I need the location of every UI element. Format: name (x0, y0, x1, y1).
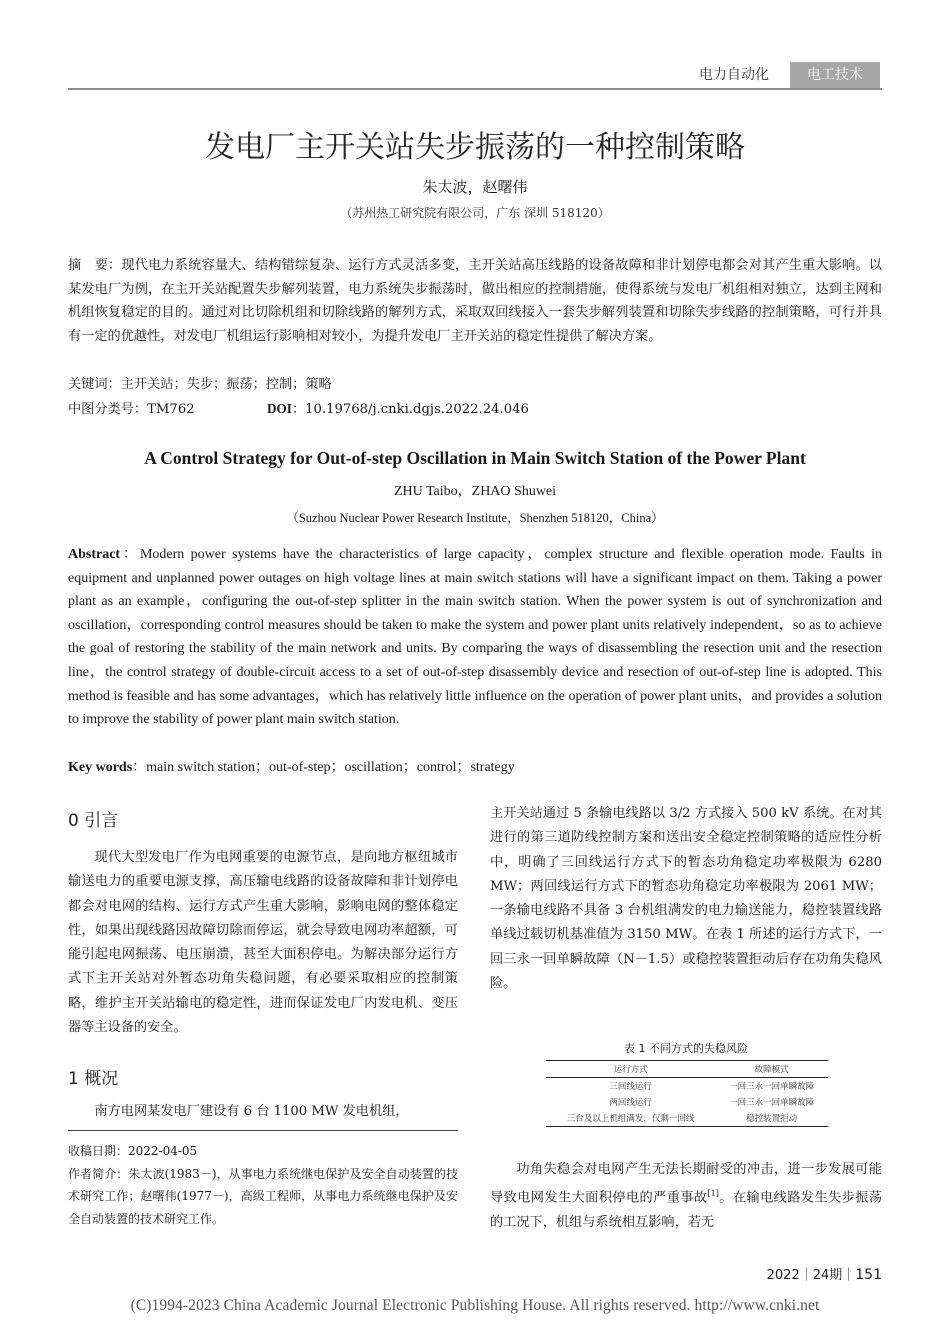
page-number: 151 (855, 1267, 882, 1283)
journal-section-tag: 电工技术 (790, 62, 880, 88)
table-row (546, 1094, 828, 1110)
doi-label: DOI (267, 401, 292, 416)
classification-line (68, 398, 882, 421)
table-cell: 一回三永一回单瞬故障 (729, 1082, 815, 1092)
keywords-cn-label: 关键词： (68, 377, 121, 392)
footnote-divider (68, 1130, 458, 1131)
english-abstract-label: Abstract (68, 547, 121, 562)
table-cell: 一回三永一回单瞬故障 (729, 1098, 815, 1108)
clc-label: 中图分类号： (68, 402, 148, 417)
english-abstract (68, 543, 882, 732)
section-heading-intro: 0 引言 (68, 811, 119, 831)
author-bio: 作者简介：朱太波(1983－)，从事电力系统继电保护及安全自动装置的技术研究工作；赵曙伟(1977－)，高级工程师，从事电力系统继电保护及安全自动装置的技术研究工作。 (68, 1166, 458, 1226)
clc-value: TM762 (147, 402, 195, 417)
journal-category: 电力自动化 (699, 67, 769, 83)
paper-affiliation: （苏州热工研究院有限公司，广东 深圳 518120） (340, 206, 610, 220)
issue-label: 2022｜24期｜ (766, 1268, 856, 1283)
table-header-cell: 运行方式 (613, 1065, 648, 1075)
overview-paragraph: 南方电网某发电厂建设有 6 台 1100 MW 发电机组， (94, 1104, 409, 1119)
paper-title: 发电厂主开关站失步振荡的一种控制策略 (205, 130, 745, 165)
table-caption: 表 1 不同方式的失稳风险 (624, 1042, 748, 1055)
english-affiliation: （Suzhou Nuclear Power Research Institute，Shenzhen 518120，China） (286, 511, 664, 525)
table-cell: 稳控装置拒动 (746, 1114, 798, 1124)
intro-paragraph: 现代大型发电厂作为电网重要的电源节点，是向地方枢纽城市输送电力的重要电源支撑，高压输电线路的设备故障和非计划停电都会对电网的结构、运行方式产生重大影响，影响电网的整体稳定性，如果出现线路因故障切除而停运，就会导致电网功率超额，可能引起电网振荡、电压崩溃，甚至大面积停电。为解决部分运行方式下主开关站对外暂态功角失稳问题，有必要采取相应的控制策略，维护主开关站输电的稳定性，进而保证发电厂内发电机、变压器等主设备的安全。 (68, 850, 458, 1036)
footnote (68, 1140, 458, 1230)
page-footer (700, 1264, 882, 1283)
table-row (546, 1078, 828, 1095)
risk-table (546, 1060, 828, 1127)
keywords-cn-text: 主开关站；失步；振荡；控制；策略 (120, 377, 332, 392)
english-keywords-label: Key words (68, 760, 133, 775)
citation-ref[interactable]: [1] (707, 1189, 719, 1199)
table-row (546, 1110, 828, 1127)
table-cell: 两回线运行 (609, 1098, 652, 1108)
english-keywords-text: ：main switch station；out-of-step；oscillation；control；strategy (132, 760, 515, 775)
english-title: A Control Strategy for Out-of-step Oscillation in Main Switch Station of the Power Plant (144, 448, 806, 468)
table-header-cell: 故障模式 (754, 1065, 789, 1075)
keywords-cn (68, 374, 882, 396)
paragraph-text: 功角失稳会对电网产生无法长期耐受的冲击，进一步发展可能导致电网发生大面积停电的严重事故 (490, 1162, 882, 1206)
english-keywords (68, 757, 882, 779)
table-cell: 三台及以上机组满发，仅剩一回线 (566, 1114, 695, 1124)
table-header-row (546, 1061, 828, 1078)
english-abstract-text: ：Modern power systems have the characteristics of large capacity，complex structure and flexible operation mode. Faults in equipment and unplanned power outages on high voltage lines at main switch stations will have a significant impact on them. Taking a power plant as an example，configuring the out-of-step splitter in the main switch station. When the power system is out of synchronization and oscillation，corresponding control measures should be taken to make the system and power plant units relatively independent，so as to achieve the goal of restoring the stability of the main network and units. By comparing the ways of disassembling the resection unit and the resection line，the control strategy of double-circuit access to a set of out-of-step disassembly device and resection of out-of-step line is adopted. This method is feasible and has some advantages，which has relatively little influence on the operation of power plant units，and provides a solution to improve the stability of power plant main switch station. (68, 547, 882, 728)
table-cell: 三回线运行 (609, 1082, 652, 1092)
section-heading-overview: 1 概况 (68, 1069, 119, 1089)
doi-value: ：10.19768/j.cnki.dgjs.2022.24.046 (291, 402, 529, 417)
header-divider (68, 88, 882, 90)
copyright-watermark: (C)1994-2023 China Academic Journal Electronic Publishing House. All rights reserved. http://www.cnki.net (130, 1297, 820, 1314)
paragraph-text: 。在输电线路发生失步振荡的工况下，机组与系统相互影响，若无 (490, 1190, 883, 1230)
received-date: 收稿日期：2022-04-05 (68, 1144, 198, 1158)
right-column-paragraph-2 (490, 1158, 882, 1235)
right-column-paragraph: 主开关站通过 5 条输电线路以 3/2 方式接入 500 kV 系统。在对其进行的第三道防线控制方案和送出安全稳定控制策略的适应性分析中，明确了三回线运行方式下的暂态功角稳定功率极限为 6280 MW；两回线运行方式下的暂态功角稳定功率极限为 2061 MW；一条输电线路不具备 3 台机组满发的电力输送能力，稳控装置线路单线过载切机基准值为 3150 MW。在表 1 所述的运行方式下，一回三永一回单瞬故障（N－1.5）或稳控装置拒动后存在功角失稳风险。 (490, 806, 882, 992)
english-authors: ZHU Taibo，ZHAO Shuwei (393, 484, 557, 499)
abstract-cn (68, 254, 882, 348)
paper-authors: 朱太波，赵曙伟 (422, 178, 528, 196)
abstract-cn-label: 摘 要： (68, 258, 122, 273)
abstract-cn-text: 现代电力系统容量大、结构错综复杂、运行方式灵活多变，主开关站高压线路的设备故障和非计划停电都会对其产生重大影响。以某发电厂为例，在主开关站配置失步解列装置，电力系统失步振荡时，做出相应的控制措施，使得系统与发电厂机组相对独立，达到主网和机组恢复稳定的目的。通过对比切除机组和切除线路的解列方式，采取双回线接入一套失步解列装置和切除失步线路的控制策略，可行并具有一定的优越性，对发电厂机组运行影响相对较小，为提升发电厂主开关站的稳定性提供了解决方案。 (68, 258, 882, 344)
